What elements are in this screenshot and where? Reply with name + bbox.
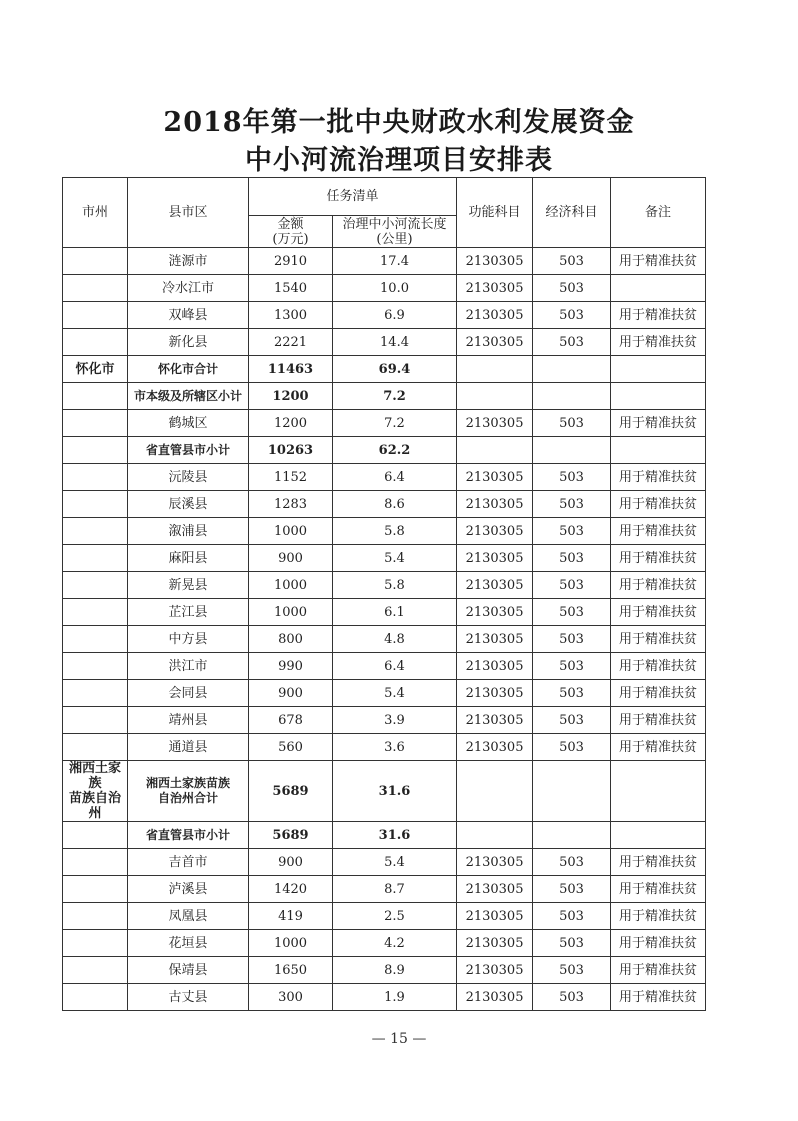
cell-amount: 10263 (249, 437, 333, 464)
cell-remark: 用于精准扶贫 (611, 734, 706, 761)
cell-remark: 用于精准扶贫 (611, 653, 706, 680)
table-row (63, 626, 706, 653)
header-amount: 金额 (万元) (249, 216, 333, 248)
cell-length: 31.6 (333, 822, 457, 849)
cell-length: 31.6 (333, 761, 457, 822)
cell-length: 3.9 (333, 707, 457, 734)
cell-remark: 用于精准扶贫 (611, 302, 706, 329)
cell-city (63, 329, 128, 356)
cell-function-subject: 2130305 (457, 302, 533, 329)
cell-function-subject: 2130305 (457, 680, 533, 707)
cell-economic-subject: 503 (533, 275, 611, 302)
header-length: 治理中小河流长度 (公里) (333, 216, 457, 248)
cell-county: 吉首市 (128, 849, 249, 876)
cell-economic-subject (533, 383, 611, 410)
cell-city (63, 626, 128, 653)
cell-length: 69.4 (333, 356, 457, 383)
cell-county: 双峰县 (128, 302, 249, 329)
table-row (63, 356, 706, 383)
cell-function-subject: 2130305 (457, 599, 533, 626)
cell-remark: 用于精准扶贫 (611, 957, 706, 984)
cell-economic-subject: 503 (533, 410, 611, 437)
table-row (63, 903, 706, 930)
table-row (63, 302, 706, 329)
cell-county: 凤凰县 (128, 903, 249, 930)
cell-length: 4.2 (333, 930, 457, 957)
table-row (63, 572, 706, 599)
cell-length: 8.6 (333, 491, 457, 518)
cell-function-subject (457, 437, 533, 464)
cell-county: 溆浦县 (128, 518, 249, 545)
cell-remark: 用于精准扶贫 (611, 545, 706, 572)
cell-county: 省直管县市小计 (128, 822, 249, 849)
cell-economic-subject: 503 (533, 849, 611, 876)
cell-county: 新晃县 (128, 572, 249, 599)
table-row (63, 822, 706, 849)
header-county: 县市区 (128, 178, 249, 248)
cell-city (63, 275, 128, 302)
cell-city (63, 849, 128, 876)
cell-city (63, 383, 128, 410)
cell-city (63, 680, 128, 707)
cell-amount: 2910 (249, 248, 333, 275)
cell-economic-subject: 503 (533, 248, 611, 275)
header-economic-subject: 经济科目 (533, 178, 611, 248)
cell-amount: 1420 (249, 876, 333, 903)
cell-city (63, 876, 128, 903)
cell-function-subject: 2130305 (457, 876, 533, 903)
cell-economic-subject: 503 (533, 903, 611, 930)
header-city: 市州 (63, 178, 128, 248)
table-row (63, 653, 706, 680)
cell-remark: 用于精准扶贫 (611, 599, 706, 626)
document-title-line2: 中小河流治理项目安排表 (245, 145, 553, 176)
cell-economic-subject: 503 (533, 930, 611, 957)
cell-county: 中方县 (128, 626, 249, 653)
cell-city (63, 410, 128, 437)
cell-function-subject: 2130305 (457, 248, 533, 275)
cell-remark: 用于精准扶贫 (611, 707, 706, 734)
cell-economic-subject: 503 (533, 464, 611, 491)
header-task-list: 任务清单 (249, 178, 457, 216)
cell-city (63, 734, 128, 761)
table-row (63, 734, 706, 761)
cell-length: 62.2 (333, 437, 457, 464)
cell-amount: 1152 (249, 464, 333, 491)
cell-economic-subject: 503 (533, 572, 611, 599)
table-row (63, 849, 706, 876)
cell-remark: 用于精准扶贫 (611, 248, 706, 275)
cell-amount: 2221 (249, 329, 333, 356)
cell-function-subject: 2130305 (457, 903, 533, 930)
cell-function-subject: 2130305 (457, 464, 533, 491)
cell-city (63, 464, 128, 491)
table-row (63, 984, 706, 1011)
cell-remark (611, 383, 706, 410)
cell-county: 省直管县市小计 (128, 437, 249, 464)
cell-remark: 用于精准扶贫 (611, 329, 706, 356)
cell-amount: 1283 (249, 491, 333, 518)
cell-length: 6.4 (333, 464, 457, 491)
cell-remark: 用于精准扶贫 (611, 626, 706, 653)
cell-remark: 用于精准扶贫 (611, 464, 706, 491)
cell-city (63, 957, 128, 984)
cell-city (63, 518, 128, 545)
cell-remark (611, 356, 706, 383)
cell-length: 8.7 (333, 876, 457, 903)
cell-remark: 用于精准扶贫 (611, 518, 706, 545)
cell-economic-subject: 503 (533, 680, 611, 707)
table-row (63, 599, 706, 626)
cell-county: 鹤城区 (128, 410, 249, 437)
cell-amount: 1540 (249, 275, 333, 302)
cell-economic-subject: 503 (533, 984, 611, 1011)
cell-amount: 900 (249, 680, 333, 707)
cell-length: 8.9 (333, 957, 457, 984)
table-row (63, 383, 706, 410)
cell-economic-subject (533, 761, 611, 822)
cell-city (63, 572, 128, 599)
cell-amount: 678 (249, 707, 333, 734)
cell-remark: 用于精准扶贫 (611, 491, 706, 518)
table-body (63, 248, 706, 1011)
cell-amount: 1200 (249, 410, 333, 437)
cell-economic-subject (533, 822, 611, 849)
cell-city (63, 984, 128, 1011)
cell-city (63, 491, 128, 518)
cell-function-subject: 2130305 (457, 984, 533, 1011)
cell-remark: 用于精准扶贫 (611, 930, 706, 957)
cell-economic-subject (533, 356, 611, 383)
cell-function-subject: 2130305 (457, 491, 533, 518)
cell-function-subject: 2130305 (457, 653, 533, 680)
table-row (63, 329, 706, 356)
cell-amount: 5689 (249, 822, 333, 849)
table-row (63, 275, 706, 302)
table-row (63, 410, 706, 437)
cell-county: 市本级及所辖区小计 (128, 383, 249, 410)
cell-county: 会同县 (128, 680, 249, 707)
cell-length: 5.4 (333, 849, 457, 876)
cell-county: 花垣县 (128, 930, 249, 957)
cell-remark: 用于精准扶贫 (611, 849, 706, 876)
cell-county: 辰溪县 (128, 491, 249, 518)
cell-county: 冷水江市 (128, 275, 249, 302)
cell-economic-subject: 503 (533, 599, 611, 626)
cell-length: 6.4 (333, 653, 457, 680)
cell-remark: 用于精准扶贫 (611, 410, 706, 437)
cell-economic-subject: 503 (533, 518, 611, 545)
cell-function-subject: 2130305 (457, 518, 533, 545)
cell-amount: 800 (249, 626, 333, 653)
cell-amount: 560 (249, 734, 333, 761)
header-row-1 (63, 178, 706, 216)
cell-length: 10.0 (333, 275, 457, 302)
table-row (63, 437, 706, 464)
cell-function-subject: 2130305 (457, 545, 533, 572)
cell-function-subject: 2130305 (457, 930, 533, 957)
cell-economic-subject: 503 (533, 491, 611, 518)
cell-county: 泸溪县 (128, 876, 249, 903)
cell-city (63, 903, 128, 930)
cell-county: 保靖县 (128, 957, 249, 984)
cell-function-subject: 2130305 (457, 957, 533, 984)
table-row (63, 464, 706, 491)
cell-city (63, 248, 128, 275)
cell-amount: 1000 (249, 572, 333, 599)
page-number: — 15 — (371, 1031, 427, 1047)
cell-function-subject (457, 356, 533, 383)
cell-length: 1.9 (333, 984, 457, 1011)
cell-function-subject (457, 761, 533, 822)
cell-function-subject: 2130305 (457, 275, 533, 302)
cell-city (63, 599, 128, 626)
cell-city (63, 545, 128, 572)
cell-amount: 419 (249, 903, 333, 930)
cell-amount: 900 (249, 849, 333, 876)
cell-city: 怀化市 (63, 356, 128, 383)
header-remark: 备注 (611, 178, 706, 248)
cell-economic-subject: 503 (533, 329, 611, 356)
cell-economic-subject: 503 (533, 302, 611, 329)
cell-remark: 用于精准扶贫 (611, 876, 706, 903)
cell-function-subject: 2130305 (457, 626, 533, 653)
cell-economic-subject: 503 (533, 626, 611, 653)
cell-length: 7.2 (333, 383, 457, 410)
cell-function-subject: 2130305 (457, 329, 533, 356)
cell-function-subject: 2130305 (457, 849, 533, 876)
cell-length: 6.1 (333, 599, 457, 626)
cell-economic-subject: 503 (533, 653, 611, 680)
cell-remark: 用于精准扶贫 (611, 680, 706, 707)
cell-amount: 900 (249, 545, 333, 572)
table-row (63, 707, 706, 734)
cell-county: 古丈县 (128, 984, 249, 1011)
cell-length: 2.5 (333, 903, 457, 930)
cell-economic-subject: 503 (533, 707, 611, 734)
table-row (63, 680, 706, 707)
cell-remark (611, 761, 706, 822)
cell-remark (611, 437, 706, 464)
cell-length: 5.8 (333, 572, 457, 599)
allocation-table (62, 177, 706, 1011)
cell-amount: 11463 (249, 356, 333, 383)
cell-county: 靖州县 (128, 707, 249, 734)
cell-length: 3.6 (333, 734, 457, 761)
cell-county: 沅陵县 (128, 464, 249, 491)
table-row (63, 248, 706, 275)
cell-county: 洪江市 (128, 653, 249, 680)
cell-city (63, 707, 128, 734)
table-row (63, 876, 706, 903)
cell-remark: 用于精准扶贫 (611, 903, 706, 930)
cell-city (63, 302, 128, 329)
cell-function-subject: 2130305 (457, 707, 533, 734)
cell-city: 湘西土家族 苗族自治州 (63, 761, 128, 822)
cell-remark: 用于精准扶贫 (611, 984, 706, 1011)
cell-county: 新化县 (128, 329, 249, 356)
cell-county: 涟源市 (128, 248, 249, 275)
cell-county: 通道县 (128, 734, 249, 761)
cell-economic-subject: 503 (533, 545, 611, 572)
cell-remark (611, 822, 706, 849)
cell-function-subject: 2130305 (457, 410, 533, 437)
cell-amount: 1200 (249, 383, 333, 410)
cell-city (63, 437, 128, 464)
cell-amount: 1650 (249, 957, 333, 984)
table-row (63, 930, 706, 957)
cell-amount: 1000 (249, 518, 333, 545)
cell-function-subject: 2130305 (457, 734, 533, 761)
header-function-subject: 功能科目 (457, 178, 533, 248)
cell-county: 芷江县 (128, 599, 249, 626)
cell-amount: 5689 (249, 761, 333, 822)
cell-economic-subject: 503 (533, 734, 611, 761)
table-row (63, 491, 706, 518)
cell-remark (611, 275, 706, 302)
cell-county: 麻阳县 (128, 545, 249, 572)
cell-amount: 1000 (249, 930, 333, 957)
cell-amount: 300 (249, 984, 333, 1011)
table-row (63, 545, 706, 572)
cell-length: 17.4 (333, 248, 457, 275)
cell-amount: 1300 (249, 302, 333, 329)
cell-amount: 1000 (249, 599, 333, 626)
cell-length: 4.8 (333, 626, 457, 653)
cell-amount: 990 (249, 653, 333, 680)
cell-economic-subject: 503 (533, 957, 611, 984)
table-row (63, 761, 706, 822)
cell-length: 5.8 (333, 518, 457, 545)
cell-length: 7.2 (333, 410, 457, 437)
cell-length: 14.4 (333, 329, 457, 356)
cell-remark: 用于精准扶贫 (611, 572, 706, 599)
document-title-line1: 2018年第一批中央财政水利发展资金 (163, 107, 635, 138)
cell-county: 怀化市合计 (128, 356, 249, 383)
cell-length: 6.9 (333, 302, 457, 329)
cell-function-subject (457, 822, 533, 849)
cell-length: 5.4 (333, 545, 457, 572)
cell-function-subject: 2130305 (457, 572, 533, 599)
cell-city (63, 653, 128, 680)
cell-city (63, 822, 128, 849)
cell-function-subject (457, 383, 533, 410)
cell-city (63, 930, 128, 957)
table-row (63, 957, 706, 984)
cell-length: 5.4 (333, 680, 457, 707)
table-row (63, 518, 706, 545)
cell-economic-subject (533, 437, 611, 464)
cell-county: 湘西土家族苗族 自治州合计 (128, 761, 249, 822)
cell-economic-subject: 503 (533, 876, 611, 903)
